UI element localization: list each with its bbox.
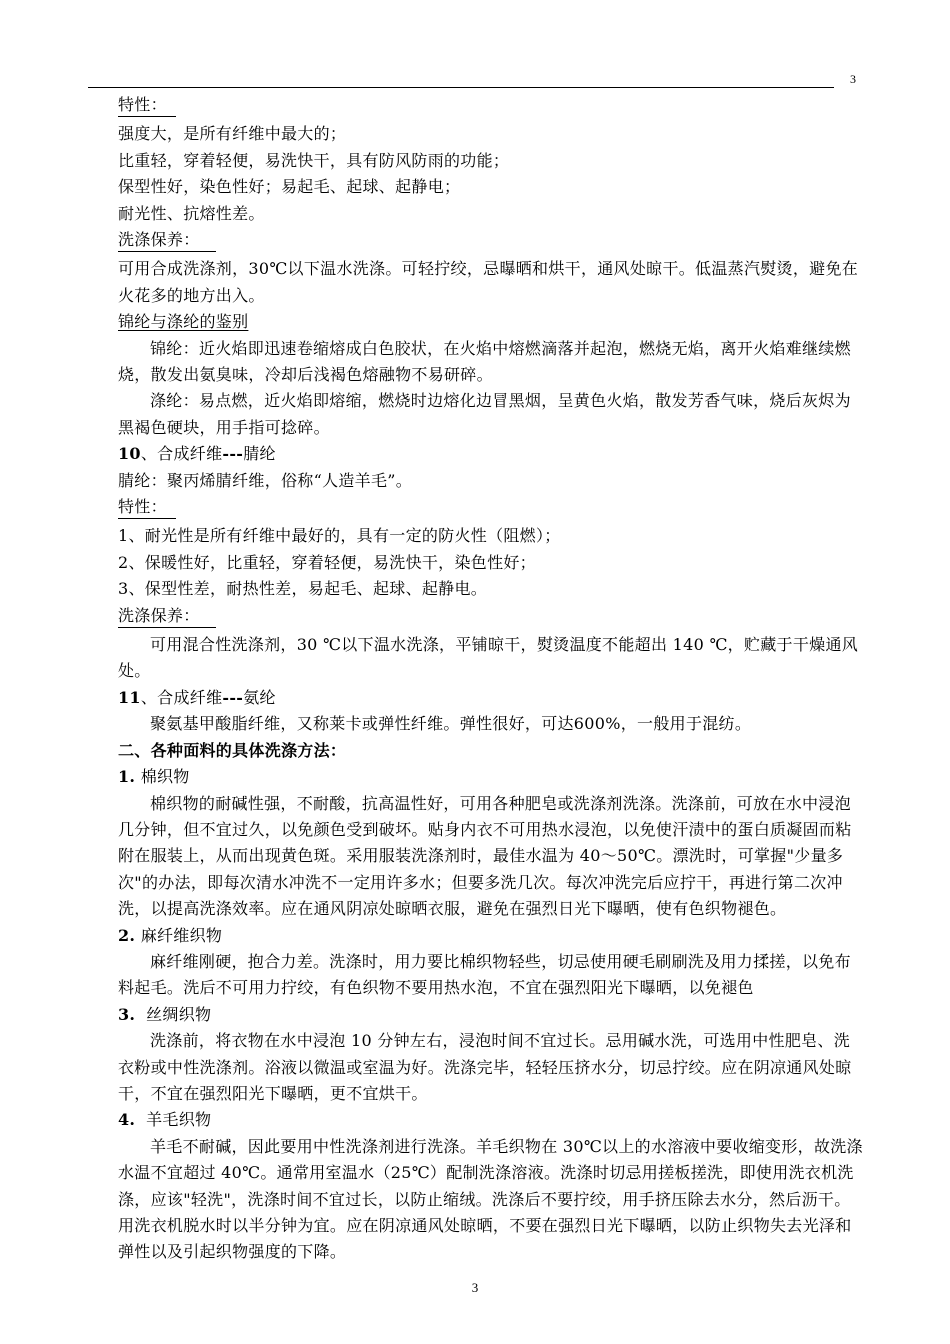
footer-page-number: 3 bbox=[471, 1280, 479, 1295]
section-11-name: 氨纶 bbox=[243, 687, 276, 707]
section-10-name: 腈纶 bbox=[243, 444, 276, 464]
acrylic-property-2: 2、保暖性好，比重轻，穿着轻便，易洗快干，染色性好； bbox=[118, 552, 536, 572]
section-11-prefix: 、合成纤维 bbox=[140, 687, 223, 707]
linen-title: 麻纤维织物 bbox=[140, 925, 223, 945]
linen-number: 2. bbox=[118, 925, 136, 945]
section-10-number: 10 bbox=[118, 444, 141, 464]
silk-text: 洗涤前，将衣物在水中浸泡 10 分钟左右，浸泡时间不宜过长。忌用碱水洗，可选用中性肥皂、洗衣粉或中性洗涤剂。浴液以微温或室温为好。洗涤完毕，轻轻压挤水分，切忌拧绞。应在阴凉通风处晾干，不宜在强烈阳光下曝晒，更不宜烘干。 bbox=[118, 1031, 852, 1103]
part-2-heading: 二、各种面料的具体洗涤方法： bbox=[118, 740, 347, 760]
cotton-number: 1. bbox=[118, 767, 136, 787]
silk-title: 丝绸织物 bbox=[146, 1004, 212, 1024]
header-rule bbox=[88, 87, 834, 88]
acrylic-intro: 腈纶：聚丙烯腈纤维，俗称“人造羊毛”。 bbox=[118, 470, 413, 490]
silk-heading bbox=[118, 1002, 863, 1028]
properties-label: 特性： bbox=[118, 496, 176, 519]
identification-heading: 锦纶与涤纶的鉴别 bbox=[118, 312, 249, 332]
linen-heading bbox=[118, 923, 863, 949]
section-10-dash: --- bbox=[222, 444, 244, 464]
wool-text: 羊毛不耐碱，因此要用中性洗涤剂进行洗涤。羊毛织物在 30℃以上的水溶液中要收缩变形，故洗涤水温不宜超过 40℃。通常用室温水（25℃）配制洗涤溶液。洗涤时切忌用搓板搓洗，即使用洗衣机洗涤，应该"轻洗"，洗涤时间不宜过长，以防止缩绒。洗涤后不要拧绞，用手挤压除去水分，然后沥干。用洗衣机脱水时以半分钟为宜。应在阴凉通风处晾晒，不要在强烈日光下曝晒，以防止织物失去光泽和弹性以及引起织物强度的下降。 bbox=[118, 1136, 863, 1262]
care-label: 洗涤保养： bbox=[118, 605, 216, 628]
wool-number: 4. bbox=[118, 1110, 136, 1130]
section-10-heading bbox=[118, 441, 863, 467]
nylon-property-4: 耐光性、抗熔性差。 bbox=[118, 203, 265, 223]
section-11-dash: --- bbox=[222, 687, 244, 707]
section-11-number: 11 bbox=[118, 687, 141, 707]
nylon-property-3: 保型性好，染色性好；易起毛、起球、起静电； bbox=[118, 177, 461, 197]
wool-title: 羊毛织物 bbox=[146, 1110, 212, 1130]
acrylic-property-3: 3、保型性差，耐热性差，易起毛、起球、起静电。 bbox=[118, 579, 488, 599]
silk-number: 3. bbox=[118, 1004, 136, 1024]
acrylic-care-text: 可用混合性洗涤剂，30 ℃以下温水洗涤，平铺晾干，熨烫温度不能超出 140 ℃，贮藏于干燥通风处。 bbox=[118, 635, 859, 681]
document-body bbox=[118, 92, 863, 1266]
cotton-heading bbox=[118, 764, 863, 790]
nylon-identification: 锦纶：近火焰即迅速卷缩熔成白色胶状，在火焰中熔燃滴落并起泡，燃烧无焰，离开火焰难继续燃烧，散发出氨臭味，冷却后浅褐色熔融物不易研碎。 bbox=[118, 338, 851, 385]
section-11-heading bbox=[118, 685, 863, 711]
wool-heading bbox=[118, 1107, 863, 1133]
care-label: 洗涤保养： bbox=[118, 229, 216, 252]
linen-text: 麻纤维刚硬，抱合力差。洗涤时，用力要比棉织物轻些，切忌使用硬毛刷刷洗及用力揉搓，以免布料起毛。洗后不可用力拧绞，有色织物不要用热水泡，不宜在强烈阳光下曝晒，以免褪色 bbox=[118, 951, 851, 998]
header-page-number: 3 bbox=[850, 72, 856, 86]
section-10-prefix: 、合成纤维 bbox=[140, 444, 223, 464]
acrylic-property-1: 1、耐光性是所有纤维中最好的，具有一定的防火性（阻燃）； bbox=[118, 526, 561, 546]
cotton-title: 棉织物 bbox=[140, 767, 190, 787]
spandex-description: 聚氨基甲酸脂纤维，又称莱卡或弹性纤维。弹性很好，可达600%，一般用于混纺。 bbox=[150, 714, 752, 734]
properties-label: 特性： bbox=[118, 94, 176, 117]
nylon-care-text: 可用合成洗涤剂，30℃以下温水洗涤。可轻拧绞，忌曝晒和烘干，通风处晾干。低温蒸汽熨烫，避免在火花多的地方出入。 bbox=[118, 259, 859, 305]
polyester-identification: 涤纶：易点燃，近火焰即熔缩，燃烧时边熔化边冒黑烟，呈黄色火焰，散发芳香气味，烧后灰烬为黑褐色硬块，用手指可捻碎。 bbox=[118, 391, 851, 437]
nylon-property-2: 比重轻，穿着轻便，易洗快干，具有防风防雨的功能； bbox=[118, 150, 510, 170]
nylon-property-1: 强度大，是所有纤维中最大的； bbox=[118, 124, 347, 144]
cotton-text: 棉织物的耐碱性强，不耐酸，抗高温性好，可用各种肥皂或洗涤剂洗涤。洗涤前，可放在水中浸泡几分钟，但不宜过久，以免颜色受到破坏。贴身内衣不可用热水浸泡，以免使汗渍中的蛋白质凝固而粘附在服装上，从而出现黄色斑。采用服装洗涤剂时，最佳水温为 40～50℃。漂洗时，可掌握"少量多次"的办法，即每次清水冲洗不一定用许多水；但要多洗几次。每次冲洗完后应拧干，再进行第二次冲洗，以提高洗涤效率。应在通风阴凉处晾晒衣服，避免在强烈日光下曝晒，使有色织物褪色。 bbox=[118, 793, 852, 919]
